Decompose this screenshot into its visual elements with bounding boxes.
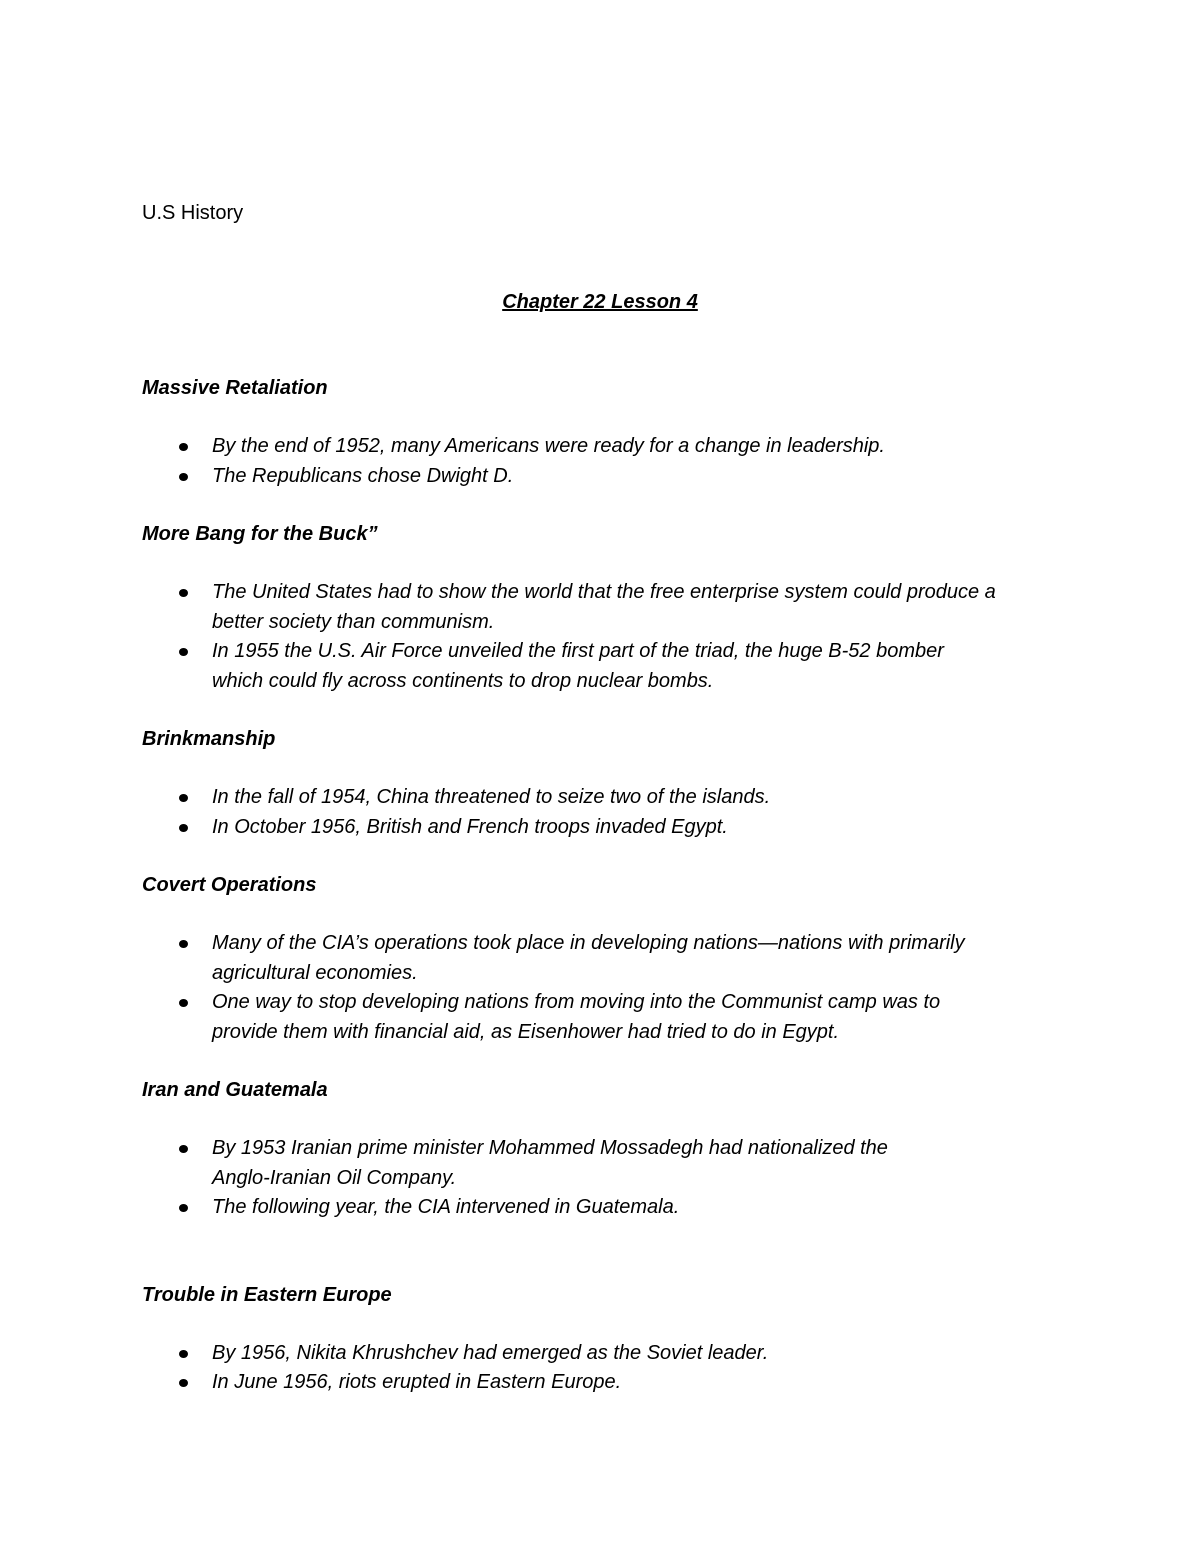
- bullet-text-line: which could fly across continents to drop nuclear bombs.: [212, 669, 714, 692]
- bullet-item: [142, 1368, 1102, 1398]
- bullet-dot-icon: [179, 1204, 188, 1212]
- bullet-text-line: By 1956, Nikita Khrushchev had emerged as the Soviet leader.: [212, 1341, 769, 1364]
- bullet-dot-icon: [179, 589, 188, 597]
- bullet-item: [142, 432, 1102, 462]
- bullet-item: [142, 462, 1102, 492]
- bullet-text-line: In June 1956, riots erupted in Eastern Europe.: [212, 1371, 622, 1393]
- section-spacer: [142, 1252, 1102, 1281]
- bullet-item: [142, 813, 1102, 843]
- section-heading: Iran and Guatemala: [142, 1079, 328, 1101]
- bullet-item: [142, 1134, 1102, 1193]
- bullet-text-line: One way to stop developing nations from moving into the Communist camp was to: [212, 991, 941, 1013]
- bullet-text-line: Many of the CIA’s operations took place in developing nations—nations with primarily: [212, 932, 965, 954]
- bullet-text-line: agricultural economies.: [212, 961, 418, 984]
- bullet-item: [142, 988, 1102, 1047]
- bullet-text-line: By the end of 1952, many Americans were ready for a change in leadership.: [212, 435, 885, 457]
- bullet-dot-icon: [179, 1350, 188, 1358]
- bullet-list: [142, 432, 1102, 491]
- bullet-dot-icon: [179, 794, 188, 802]
- bullet-item: [142, 1339, 1102, 1369]
- document-section: [142, 1281, 1102, 1398]
- document-subject: U.S History: [142, 202, 244, 224]
- bullet-text-line: The United States had to show the world that the free enterprise system could produce a: [212, 581, 996, 603]
- bullet-text-line: provide them with financial aid, as Eisenhower had tried to do in Egypt.: [212, 1020, 840, 1043]
- bullet-list: [142, 1339, 1102, 1398]
- bullet-text-line: better society than communism.: [212, 610, 495, 633]
- bullet-text-line: Anglo-Iranian Oil Company.: [212, 1166, 457, 1189]
- bullet-list: [142, 929, 1102, 1047]
- bullet-text-line: In October 1956, British and French troops invaded Egypt.: [212, 815, 728, 838]
- bullet-list: [142, 783, 1102, 842]
- bullet-dot-icon: [179, 824, 188, 832]
- document-sections: [142, 374, 1102, 1427]
- section-heading: Massive Retaliation: [142, 377, 328, 399]
- section-heading: Covert Operations: [142, 874, 317, 896]
- bullet-text-line: By 1953 Iranian prime minister Mohammed Mossadegh had nationalized the: [212, 1137, 888, 1159]
- bullet-text-line: The following year, the CIA intervened in Guatemala.: [212, 1196, 680, 1218]
- document-section: [142, 871, 1102, 1047]
- bullet-item: [142, 637, 1102, 696]
- bullet-dot-icon: [179, 648, 188, 656]
- bullet-text-line: In the fall of 1954, China threatened to seize two of the islands.: [212, 786, 771, 808]
- bullet-dot-icon: [179, 443, 188, 451]
- bullet-item: [142, 1193, 1102, 1223]
- bullet-item: [142, 929, 1102, 988]
- section-heading: More Bang for the Buck”: [142, 523, 378, 545]
- bullet-list: [142, 578, 1102, 696]
- document-section: [142, 520, 1102, 696]
- bullet-text-line: The Republicans chose Dwight D.: [212, 464, 514, 487]
- bullet-dot-icon: [179, 940, 188, 948]
- document-section: [142, 374, 1102, 491]
- document-title: Chapter 22 Lesson 4: [502, 291, 698, 313]
- bullet-item: [142, 578, 1102, 637]
- document-section: [142, 725, 1102, 842]
- bullet-dot-icon: [179, 999, 188, 1007]
- bullet-text-line: In 1955 the U.S. Air Force unveiled the first part of the triad, the huge B-52 bomber: [212, 640, 944, 662]
- section-heading: Brinkmanship: [142, 728, 276, 750]
- section-heading: Trouble in Eastern Europe: [142, 1283, 392, 1306]
- bullet-dot-icon: [179, 1379, 188, 1387]
- bullet-item: [142, 783, 1102, 813]
- bullet-list: [142, 1134, 1102, 1223]
- bullet-dot-icon: [179, 473, 188, 481]
- bullet-dot-icon: [179, 1145, 188, 1153]
- document-section: [142, 1076, 1102, 1281]
